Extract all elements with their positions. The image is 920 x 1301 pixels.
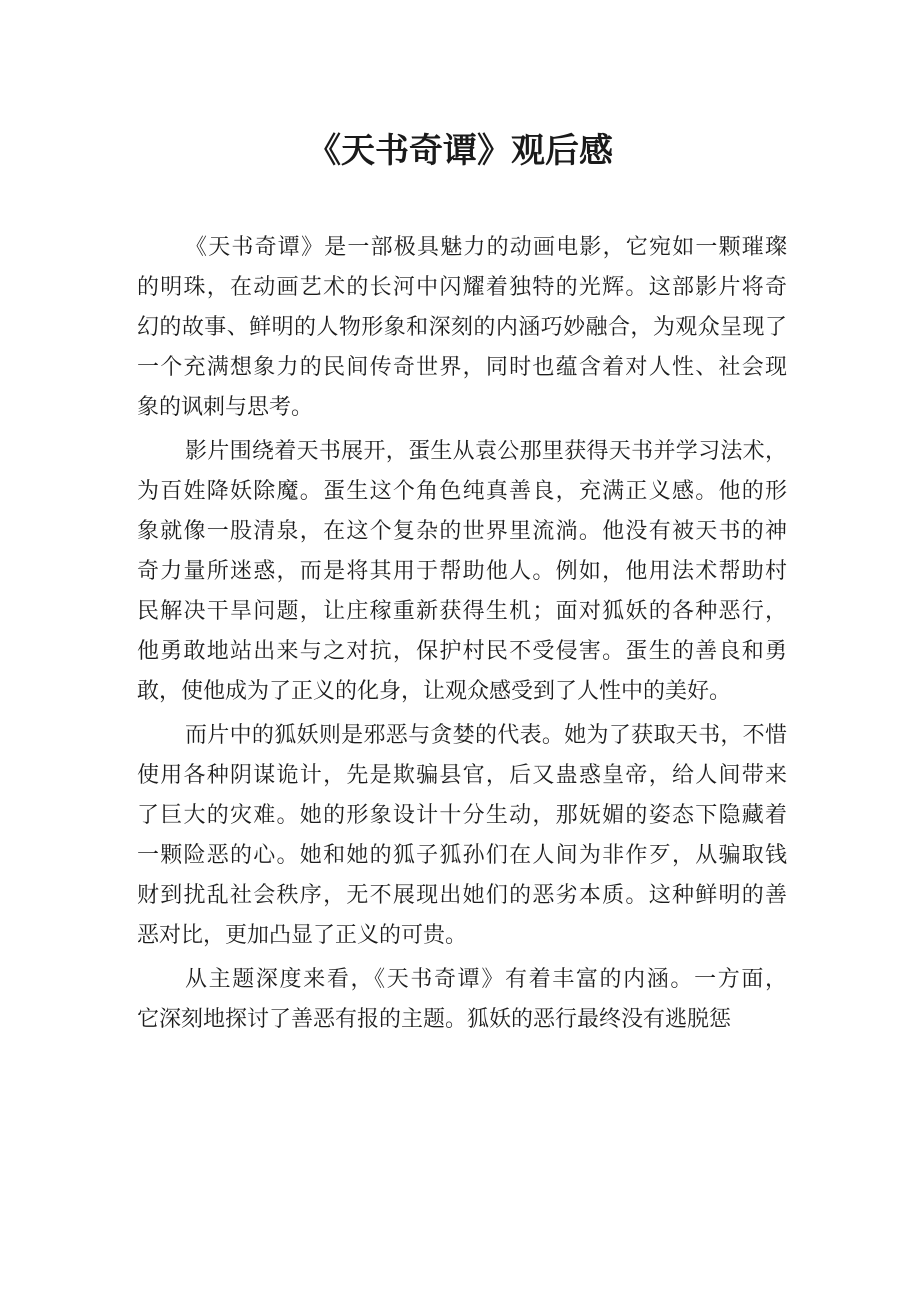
text-line: 从主题深度来看，《天书奇谭》有着丰富的内涵。一方面，	[185, 967, 787, 992]
paragraph-1	[137, 228, 787, 428]
text-line: 象就像一股清泉，在这个复杂的世界里流淌。他没有被天书的神	[137, 519, 787, 544]
text-line: 奇力量所迷惑，而是将其用于帮助他人。例如，他用法术帮助村	[137, 559, 787, 584]
text-line: 《天书奇谭》是一部极具魅力的动画电影，它宛如一颗璀璨	[185, 235, 787, 260]
text-line: 而片中的狐妖则是邪恶与贪婪的代表。她为了获取天书，不惜	[185, 723, 787, 748]
text-line: 他勇敢地站出来与之对抗，保护村民不受侵害。蛋生的善良和勇	[137, 639, 787, 664]
text-line: 为百姓降妖除魔。蛋生这个角色纯真善良，充满正义感。他的形	[137, 479, 787, 504]
text-line: 恶对比，更加凸显了正义的可贵。	[137, 923, 468, 948]
text-line: 使用各种阴谋诡计，先是欺骗县官，后又蛊惑皇帝，给人间带来	[137, 763, 787, 788]
text-line: 一个充满想象力的民间传奇世界，同时也蕴含着对人性、社会现	[137, 355, 787, 380]
text-line: 幻的故事、鲜明的人物形象和深刻的内涵巧妙融合，为观众呈现了	[137, 315, 787, 340]
text-line: 的明珠，在动画艺术的长河中闪耀着独特的光辉。这部影片将奇	[137, 275, 787, 300]
text-line: 了巨大的灾难。她的形象设计十分生动，那妩媚的姿态下隐藏着	[137, 803, 787, 828]
paragraph-2	[137, 432, 787, 712]
document-body	[137, 228, 787, 1044]
document-title: 《天书奇谭》观后感	[307, 131, 613, 171]
text-line: 一颗险恶的心。她和她的狐子狐孙们在人间为非作歹，从骗取钱	[137, 843, 787, 868]
text-line: 民解决干旱问题，让庄稼重新获得生机；面对狐妖的各种恶行，	[137, 599, 787, 624]
text-line: 影片围绕着天书展开，蛋生从袁公那里获得天书并学习法术，	[185, 439, 787, 464]
paragraph-4	[137, 960, 787, 1040]
paragraph-3	[137, 716, 787, 956]
text-line: 敢，使他成为了正义的化身，让观众感受到了人性中的美好。	[137, 679, 732, 704]
text-line: 它深刻地探讨了善恶有报的主题。狐妖的恶行最终没有逃脱惩	[137, 1007, 732, 1032]
text-line: 象的讽刺与思考。	[137, 395, 314, 420]
text-line: 财到扰乱社会秩序，无不展现出她们的恶劣本质。这种鲜明的善	[137, 883, 787, 908]
